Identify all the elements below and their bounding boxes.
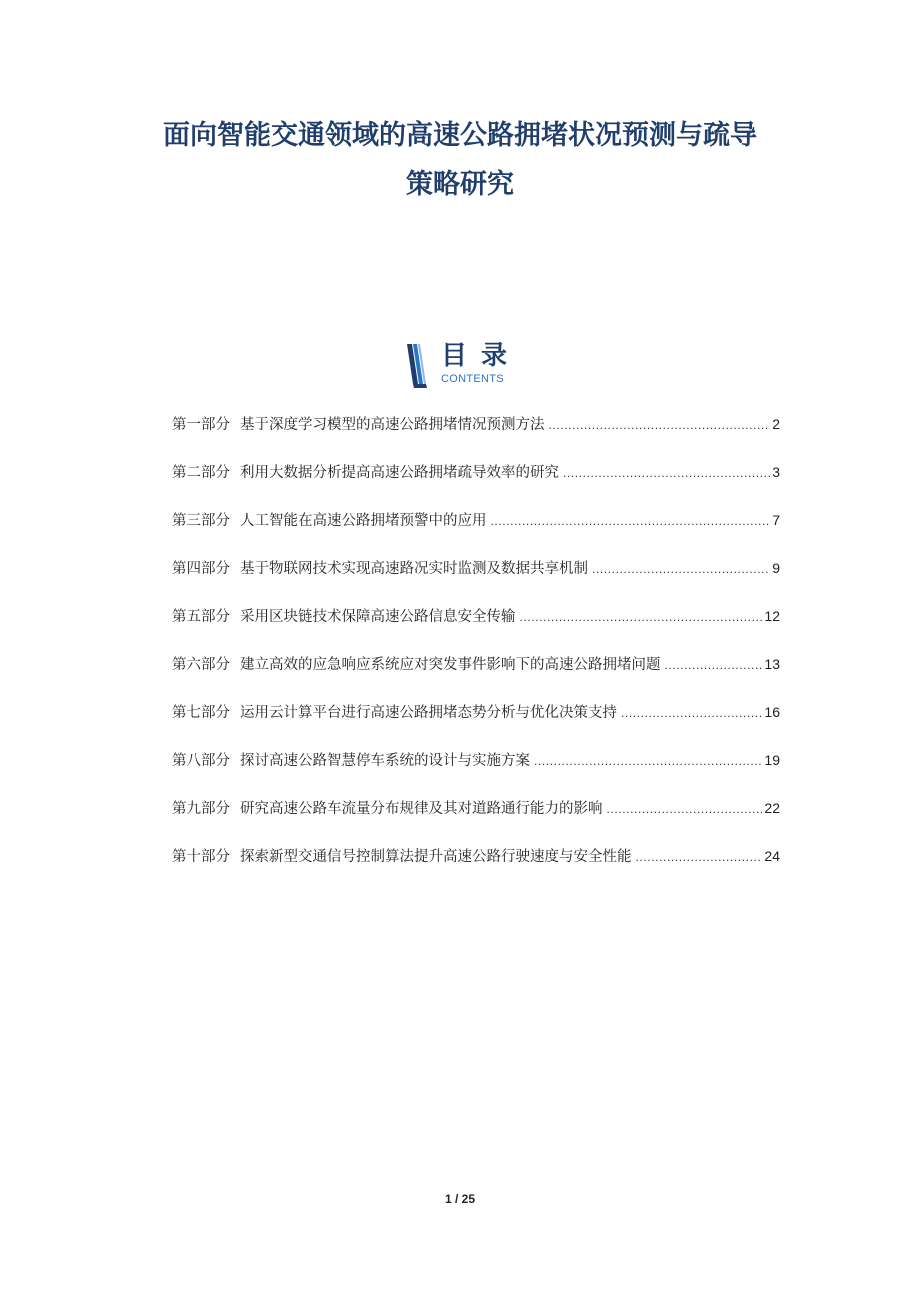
toc-entry-5[interactable]	[172, 602, 780, 650]
toc-entry-page: 24	[764, 848, 780, 864]
toc-entry-title: 利用大数据分析提高高速公路拥堵疏导效率的研究	[240, 465, 559, 481]
toc-entry-page: 12	[764, 608, 780, 624]
toc-entry-title: 探讨高速公路智慧停车系统的设计与实施方案	[240, 753, 530, 769]
toc-entry-8[interactable]	[172, 746, 780, 794]
toc-entry-title: 建立高效的应急响应系统应对突发事件影响下的高速公路拥堵问题	[240, 657, 661, 673]
toc-entry-7[interactable]	[172, 698, 780, 746]
page-number-footer: 1 / 25	[444, 1192, 476, 1206]
toc-dot-leader	[592, 555, 770, 583]
toc-subtitle: CONTENTS	[441, 373, 504, 385]
toc-dot-leader	[636, 843, 763, 871]
toc-header	[405, 340, 525, 390]
document-title-line2: 策略研究	[406, 169, 514, 200]
toc-dot-leader	[563, 459, 770, 487]
toc-dot-leader	[607, 795, 763, 823]
toc-dot-leader	[534, 747, 762, 775]
toc-entry-title: 基于深度学习模型的高速公路拥堵情况预测方法	[240, 417, 545, 433]
toc-entry-title: 运用云计算平台进行高速公路拥堵态势分析与优化决策支持	[240, 705, 617, 721]
toc-entry-page: 9	[772, 560, 780, 576]
toc-entry-2[interactable]	[172, 458, 780, 506]
toc-entry-title: 研究高速公路车流量分布规律及其对道路通行能力的影响	[240, 801, 603, 817]
toc-dot-leader	[665, 651, 763, 679]
toc-entry-10[interactable]	[172, 842, 780, 890]
toc-title: 目录	[441, 341, 522, 371]
toc-entry-title: 基于物联网技术实现高速路况实时监测及数据共享机制	[240, 561, 588, 577]
toc-dot-leader	[491, 507, 771, 535]
toc-entry-part: 第八部分	[172, 753, 230, 769]
toc-entry-page: 22	[764, 800, 780, 816]
toc-entry-1[interactable]	[172, 410, 780, 458]
toc-entry-title: 探索新型交通信号控制算法提升高速公路行驶速度与安全性能	[240, 849, 632, 865]
book-stripes-icon	[405, 344, 431, 388]
toc-entry-part: 第七部分	[172, 705, 230, 721]
toc-entry-page: 2	[772, 416, 780, 432]
toc-entry-part: 第三部分	[172, 513, 230, 529]
document-title-line1: 面向智能交通领域的高速公路拥堵状况预测与疏导	[163, 120, 757, 151]
toc-entry-part: 第十部分	[172, 849, 230, 865]
toc-entry-page: 13	[764, 656, 780, 672]
toc-entry-title: 采用区块链技术保障高速公路信息安全传输	[240, 609, 516, 625]
toc-entry-page: 16	[764, 704, 780, 720]
toc-entry-6[interactable]	[172, 650, 780, 698]
toc-dot-leader	[621, 699, 762, 727]
toc-dot-leader	[549, 411, 771, 439]
toc-dot-leader	[520, 603, 763, 631]
toc-entry-9[interactable]	[172, 794, 780, 842]
toc-entry-title: 人工智能在高速公路拥堵预警中的应用	[240, 513, 487, 529]
toc-entry-part: 第九部分	[172, 801, 230, 817]
toc-entry-part: 第二部分	[172, 465, 230, 481]
toc-list	[172, 410, 780, 890]
toc-entry-3[interactable]	[172, 506, 780, 554]
toc-entry-4[interactable]	[172, 554, 780, 602]
toc-entry-page: 7	[772, 512, 780, 528]
toc-entry-part: 第六部分	[172, 657, 230, 673]
toc-entry-part: 第五部分	[172, 609, 230, 625]
toc-entry-part: 第一部分	[172, 417, 230, 433]
toc-entry-page: 3	[772, 464, 780, 480]
toc-entry-page: 19	[764, 752, 780, 768]
toc-entry-part: 第四部分	[172, 561, 230, 577]
